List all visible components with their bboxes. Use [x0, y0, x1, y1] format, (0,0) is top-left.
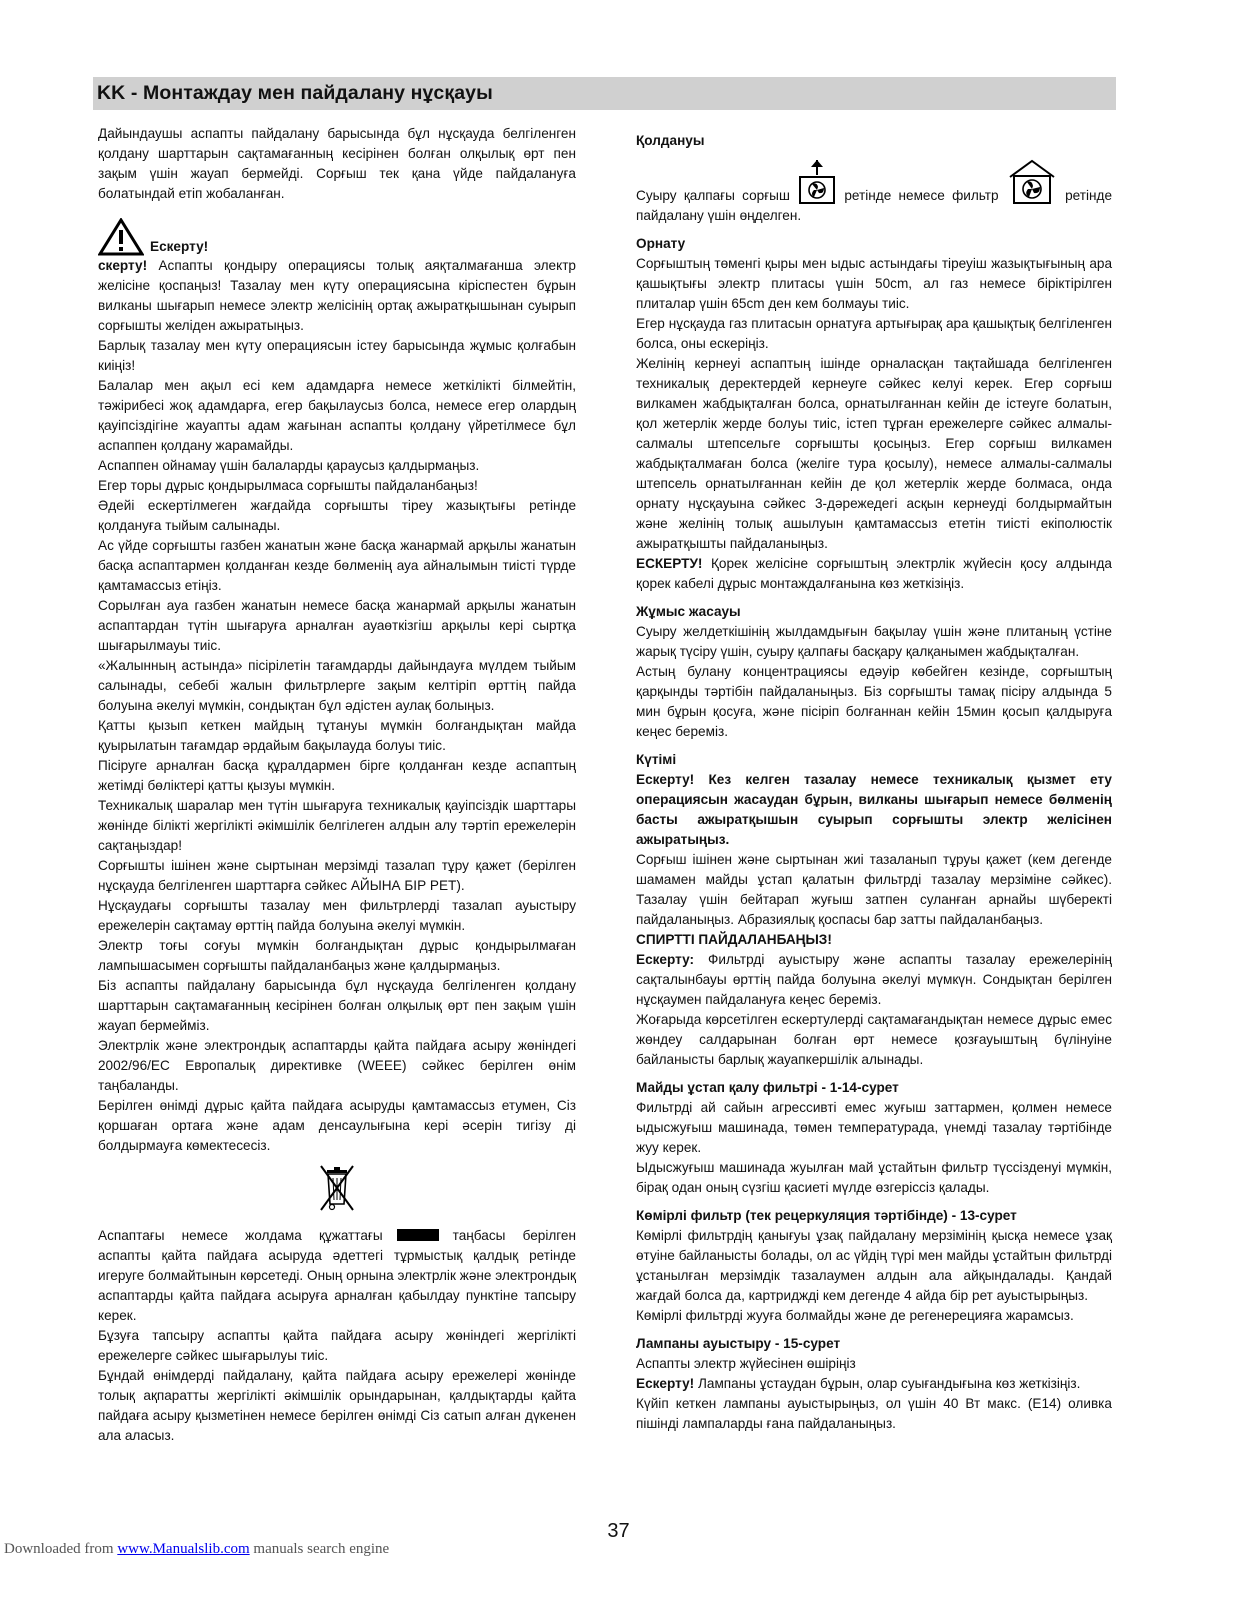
usage-text-a: Суыру қалпағы сорғыш [636, 188, 790, 203]
carbon-paragraph: Көмірлі фильтрді жууға болмайды және де регенерецияға жарамсыз. [636, 1308, 1074, 1323]
warning-paragraph [98, 256, 576, 336]
care-warning-2-lead: Ескерту: [636, 952, 695, 967]
lamp-paragraph: Аспапты электр жүйесінен өшіріңіз [636, 1356, 856, 1371]
paragraph: Аспаппен ойнамау үшін балаларды қараусыз қалдырмаңыз. [98, 458, 480, 473]
operation-title: Жұмыс жасауы [636, 604, 741, 619]
recycle-text-b: таңбасы берілген аспапты қайта пайдаға асыруда әдеттегі тұрмыстық қалдық ретінде игеруге болмайтынын көрсетеді. Оның орнына электрлік және электрондық аспаптарды қайта пайдаға асыруға арналған қабылдау пунктіне тапсыру керек. [98, 1228, 576, 1323]
usage-text-c: ретінде [1065, 188, 1113, 203]
page-header [93, 77, 1116, 110]
black-bar-symbol [397, 1229, 439, 1241]
recycle-text-a: Аспаптағы немесе жолдама құжаттағы [98, 1228, 383, 1243]
paragraph: Электрлік және электрондық аспаптарды қайта пайдаға асыру жөніндегі 2002/96/ЕС Европалық директивке (WEEE) сәйкес берілген өнім таңбаланды. [98, 1038, 576, 1093]
weee-symbol [98, 1156, 576, 1226]
recirculation-hood-icon [1006, 159, 1058, 205]
grease-paragraph: Ыдысжуғыш машинада жуылған май ұстайтын фильтр түссізденуі мүмкін, бірақ одан оның сүзгіш қасиеті мүлде өзгеріссіз қалады. [636, 1160, 1112, 1195]
warning-heading [98, 218, 576, 256]
usage-text-d: пайдалану үшін өңделген. [636, 208, 802, 223]
operation-paragraph: Астың булану концентрациясы едәуір көбейген кезінде, сорғыштың қарқынды тәртібін пайдаланыңыз. Біз сорғышты тамақ пісіру алдында 5 мин бұрын қосуға, және пісіріп болғаннан кейін 15мин қосып қалдыруға кеңес береміз. [636, 664, 1112, 739]
install-paragraph: Сорғыштың төменгі қыры мен ыдыс астындағы тіреуіш жазықтығының ара қашықтығы электр плитасы үшін 50cm, ал газ немесе біріктірілген плиталар үшін 65cm ден кем болмауы тиіс. [636, 256, 1112, 311]
lamp-title: Лампаны ауыстыру - 15-сурет [636, 1336, 841, 1351]
footer-prefix: Downloaded from [4, 1541, 114, 1557]
care-warning-2 [636, 950, 1112, 1010]
paragraph: «Жалынның астында» пісірілетін тағамдарды дайындауға мүлдем тыйым салынады, себебі жалын фильтрлерге зақым келтіріп өрттің пайда болуына әкелуі мүмкін, сондықтан бұл әдістен аулақ болыңыз. [98, 658, 576, 713]
carbon-filter-title: Көмірлі фильтр (тек рецеркуляция тәртібінде) - 13-сурет [636, 1208, 1017, 1223]
right-column [636, 131, 1112, 1434]
paragraph: Техникалық шаралар мен түтін шығаруға техникалық қауіпсіздік шарттары жөнінде білікті жергілікті әкімшілік белгілеген алдын алу тәртіп ережелерін сақтаңыздар! [98, 798, 576, 853]
recycle-paragraph [98, 1226, 576, 1326]
paragraph: Әдейі ескертілмеген жағдайда сорғышты тіреу жазықтығы ретінде қолдануға тыйым салынады. [98, 498, 576, 533]
paragraph: Берілген өнімді дұрыс қайта пайдаға асыруды қамтамассыз етумен, Сіз қоршаған ортаға және адам денсаулығына кері әсерін тигізу ді болдырмауға көмектесесіз. [98, 1098, 576, 1153]
paragraph: Барлық тазалау мен күту операциясын істеу барысында жұмыс қолғабын киіңіз! [98, 338, 576, 373]
paragraph: Ас үйде сорғышты газбен жанатын және басқа жанармай арқылы жанатын басқа аспаптармен қолданған кезде бөлменің ауа айналымын тиісті түрде қамтамассыз етіңіз. [98, 538, 576, 593]
install-warning [636, 554, 1112, 594]
operation-paragraph: Суыру желдеткішінің жылдамдығын бақылау үшін және плитаның үстіне жарық түсіру үшін, суыру қалпағы басқару қалқанымен жабдықталған. [636, 624, 1112, 659]
care-title: Күтімі [636, 752, 677, 767]
install-paragraph: Желінің кернеуі аспаптың ішінде орналасқан тақтайшада белгіленген техникалық деректердей кернеуге сәйкес келуі керек. Егер сорғыш вилкамен жабдықталған болса, орнатылғаннан кейін де істеуге болатын, қол жетерлік жерде болуы тиіс, істеп тұрған ережелерге сәйкес алмалы-салмалы штепсельге сорғышты қосыңыз. Егер сорғыш вилкамен жабдықталмаған болса (желіге тура қосылу), немесе алмалы-салмалы штепсель орнатылғаннан кейін де қол жетерлік жерде болмаса, онда орнату нұсқауына сәйкес 3-дәрежедегі асқын кернеуді болдырмайтын және желінің толық ашылуын қамтамассыз ететін тиісті екіполюстік ажыратқышты пайдаланыңыз. [636, 356, 1112, 551]
lamp-paragraph: Күйіп кеткен лампаны ауыстырыңыз, ол үшін 40 Вт макс. (E14) оливка пішінді лампаларды ғана пайдаланыңыз. [636, 1396, 1112, 1431]
grease-filter-title: Майды ұстап қалу фильтрі - 1-14-сурет [636, 1080, 899, 1095]
install-warning-text: Қорек желісіне сорғыштың электрлік жүйесін қосу алдында қорек кабелі дұрыс монтаждалғанына көз жеткізіңіз. [636, 556, 1112, 591]
manualslib-link[interactable]: www.Manualslib.com [117, 1541, 250, 1557]
care-note: Жоғарыда көрсетілген ескертулерді сақтамағандықтан немесе дұрыс емес жөндеу салдарынан болған өрт немесе қозғауыштың бүлінуіне байланысты барлық жауапкершілік алынады. [636, 1012, 1112, 1067]
usage-text-b: ретінде немесе фильтр [844, 188, 999, 203]
paragraph: Балалар мен ақыл есі кем адамдарға немесе жеткілікті білмейтін, тәжірибесі жоқ адамдарға, егер бақылаусыз болса, немесе егер олардың қауіпсіздігіне жауапты адам жағынан аспапты қолдану үйретілмесе бұл аспаппен қолдану жарамайды. [98, 378, 576, 453]
paragraph: Сорғышты ішінен және сыртынан мерзімді тазалап тұру қажет (берілген нұсқауда белгіленген шарттарға сәйкес АЙЫНА БІР РЕТ). [98, 858, 576, 893]
crossed-bin-icon [317, 1164, 357, 1214]
care-paragraph: Сорғыш ішінен және сыртынан жиі тазаланып тұруы қажет (кем дегенде шамамен майды ұстап қалатын фильтрді тазалау мерзіміне сәйкес). Тазалау үшін бейтарап жуғыш затпен суланған арнайы шүберекті пайдаланыңыз. Абразиялық қоспасы бар затты пайдаланбаңыз. [636, 852, 1112, 927]
install-warning-lead: ЕСКЕРТУ! [636, 556, 703, 571]
left-column [98, 124, 576, 1446]
paragraph: Электр тоғы соғуы мүмкін болғандықтан дұрыс қондырылмаған лампышасымен сорғышты пайдаланбаңыз және қалдырмаңыз. [98, 938, 576, 973]
care-alcohol-warning: СПИРТТІ ПАЙДАЛАНБАҢЫЗ! [636, 932, 832, 947]
warning-title: Ескерту! [150, 239, 209, 254]
warning-text: Аспапты қондыру операциясы толық аяқталмағанша электр желісіне қоспаңыз! Тазалау мен күту операциясына кіріспестен бұрын вилканы шығарып немесе электр желісінің ортақ ажыратқышынан суырып сорғышты желіден ажыратыңыз. [98, 258, 576, 333]
install-title: Орнату [636, 236, 686, 251]
page-number: 37 [607, 1520, 630, 1542]
warning-triangle-icon [98, 218, 144, 256]
paragraph: Пісіруге арналған басқа құралдармен бірге қолданған кезде аспаптың жетімді бөліктері қатты қызуы мүмкін. [98, 758, 576, 793]
install-paragraph: Егер нұсқауда газ плитасын орнатуға артығырақ ара қашықтық белгіленген болса, оны ескеріңіз. [636, 316, 1112, 351]
paragraph: Егер торы дұрыс қондырылмаса сорғышты пайдаланбаңыз! [98, 478, 478, 493]
carbon-paragraph: Көмірлі фильтрдің қанығуы ұзақ пайдалану мерзімінің қысқа немесе ұзақ өтуіне байланысты болады, ол ас үйдің түрі мен майды ұстайтын фильтрді ұстанылған мерзімдік тазалаумен алдын ала айқындалады. Қандай жағдай болса да, картриджді кем дегенде 4 айда бір рет ауыстырыңыз. [636, 1228, 1112, 1303]
closing-paragraph: Бұзуға тапсыру аспапты қайта пайдаға асыру жөніндегі жергілікті ережелерге сәйкес шығарылуы тиіс. [98, 1328, 576, 1363]
intro-paragraph: Дайындаушы аспапты пайдалану барысында бұл нұсқауда белгіленген қолдану шарттарын сақтамағанның кесірінен болған олқылық өрт пен зақым үшін жауап бермейді. Сорғыш тек қана үйде пайдалануға болатындай етіп жобаланған. [98, 126, 576, 201]
lamp-warning [636, 1374, 1112, 1394]
usage-paragraph [636, 159, 1112, 226]
download-footer [4, 1541, 389, 1558]
grease-paragraph: Фильтрді ай сайын агрессивті емес жуғыш заттармен, қолмен немесе ыдысжуғыш машинада, төмен температурада, үнемді тазалау тәртібінде жуу керек. [636, 1100, 1112, 1155]
page-title: KK - Монтаждау мен пайдалану нұсқауы [97, 82, 493, 104]
paragraph: Нұсқаудағы сорғышты тазалау мен фильтрлерді тазалап ауыстыру ережелерін сақтамау өрттің пайда болуына әкелуі мүмкін. [98, 898, 576, 933]
lamp-warning-lead: Ескерту! [636, 1376, 695, 1391]
closing-paragraph: Бұндай өнімдерді пайдалану, қайта пайдаға асыру ережелері жөнінде толық ақпаратты жергілікті әкімшілік орындарынан, қалдықтарды қайта пайдаға асыру қызметінен немесе берілген өнімді Сіз сатып алған дүкенен ала аласыз. [98, 1368, 576, 1443]
paragraph: Қатты қызып кеткен майдың тұтануы мүмкін болғандықтан майда қуырылатын тағамдар әрдайым бақылауда болуы тиіс. [98, 718, 576, 753]
care-warning: Ескерту! Кез келген тазалау немесе техникалық қызмет ету операциясын жасаудан бұрын, вилканы шығарып немесе бөлменің басты ажыратқышын суырып сорғышты электр желісінен ажыратыңыз. [636, 772, 1112, 847]
paragraph: Сорылған ауа газбен жанатын немесе басқа жанармай арқылы жанатын аспаптардан түтін шығаруға арналған ауаөткізгіш арқылы кері сыртқа шығарылмауы тиіс. [98, 598, 576, 653]
paragraph: Біз аспапты пайдалану барысында бұл нұсқауда белгіленген қолдану шарттарын сақтамағанның кесірінен болған олқылық өрт пен зақым үшін жауап бермейміз. [98, 978, 576, 1033]
extraction-hood-icon [797, 159, 837, 205]
usage-title: Қолдануы [636, 133, 705, 148]
warning-lead: скерту! [98, 258, 148, 273]
footer-suffix: manuals search engine [249, 1541, 390, 1557]
care-warning-2-text: Фильтрді ауыстыру және аспапты тазалау ережелерінің сақталынбауы өрттің пайда болуына әкелуі мүмкүн. Сондықтан берілген нұсқаумен пайдалануға кеңес береміз. [636, 952, 1112, 1007]
lamp-warning-text: Лампаны ұстаудан бұрын, олар суығандығына көз жеткізіңіз. [697, 1376, 1081, 1391]
